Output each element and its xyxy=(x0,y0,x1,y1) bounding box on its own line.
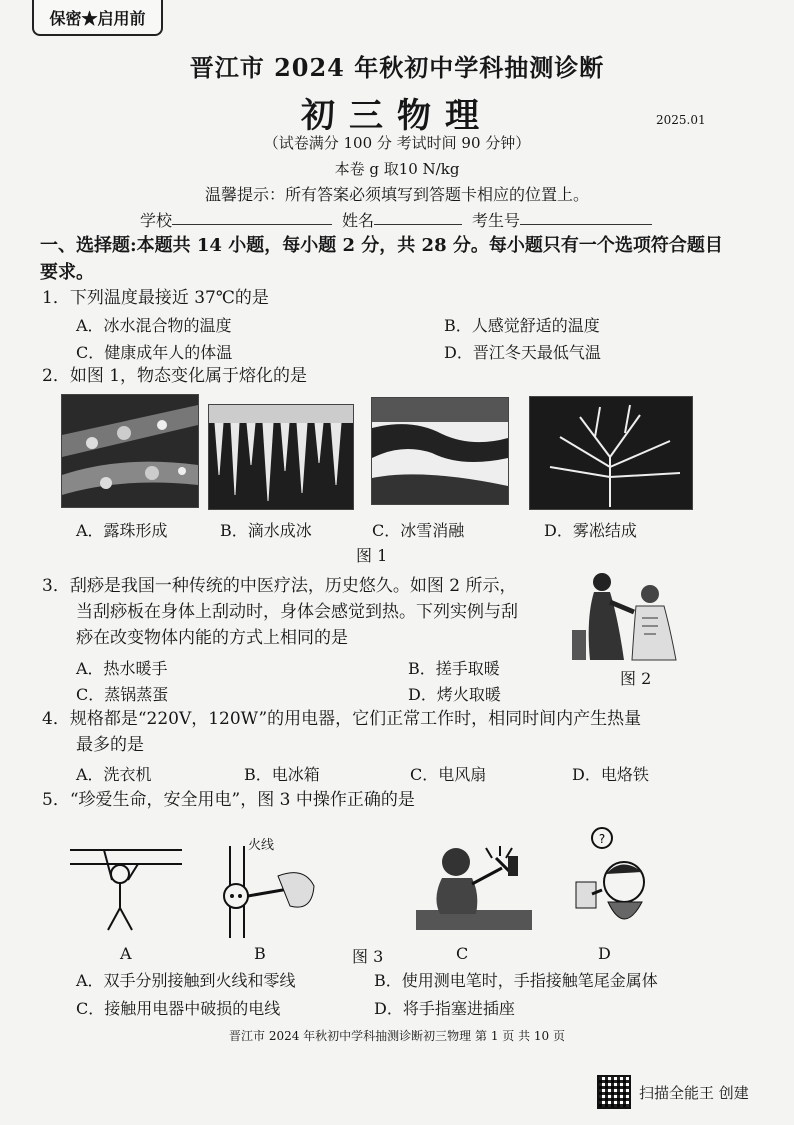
qr-code-icon xyxy=(597,1075,631,1109)
figure-3-caption: 图 3 xyxy=(352,947,384,966)
svg-text:?: ? xyxy=(598,832,606,846)
page-footer: 晋江市 2024 年秋初中学科抽测诊断初三物理 第 1 页 共 10 页 xyxy=(229,1029,565,1043)
q2-stem: 2．如图 1，物态变化属于熔化的是 xyxy=(42,366,308,386)
figure-3a-illustration xyxy=(70,842,182,932)
q5-stem: 5．“珍爱生命，安全用电”，图 3 中操作正确的是 xyxy=(42,790,415,810)
name-label: 姓名 xyxy=(342,211,375,230)
q1-option-c: C．健康成年人的体温 xyxy=(76,343,233,362)
q5-option-a: A．双手分别接触到火线和零线 xyxy=(76,971,296,990)
icicles-photo xyxy=(208,404,354,510)
q4-stem-line1: 4．规格都是“220V，120W”的用电器，它们正常工作时，相同时间内产生热量 xyxy=(42,709,642,729)
student-info-row xyxy=(140,208,652,231)
exam-date: 2025.01 xyxy=(656,113,706,127)
q2-option-a: A．露珠形成 xyxy=(76,521,168,540)
gravity-note: 本卷 g 取10 N/kg xyxy=(334,160,460,178)
reminder: 温馨提示：所有答案必须填写到答题卡相应的位置上。 xyxy=(204,185,589,204)
q3-option-d: D．烤火取暖 xyxy=(408,685,501,704)
exam-title: 晋江市 2024 年秋初中学科抽测诊断 xyxy=(189,53,605,82)
rime-photo xyxy=(529,396,693,510)
q3-stem-line2: 当刮痧板在身体上刮动时，身体会感觉到热。下列实例与刮 xyxy=(76,602,518,622)
confidential-stamp: 保密★启用前 xyxy=(32,0,163,36)
scanner-watermark xyxy=(597,1075,749,1109)
figure-3d-illustration xyxy=(572,826,658,936)
figure-3d-label: D xyxy=(598,944,611,963)
q1-option-a: A．冰水混合物的温度 xyxy=(76,316,232,335)
student-id-field[interactable] xyxy=(520,208,652,225)
school-field[interactable] xyxy=(172,208,332,225)
q5-option-c: C．接触用电器中破损的电线 xyxy=(76,999,281,1018)
exam-info: （试卷满分 100 分 考试时间 90 分钟） xyxy=(263,134,531,152)
q1-option-d: D．晋江冬天最低气温 xyxy=(444,343,601,362)
q2-option-b: B．滴水成冰 xyxy=(220,521,312,540)
q4-option-d: D．电烙铁 xyxy=(572,765,649,784)
q4-stem-line2: 最多的是 xyxy=(76,735,144,755)
q3-stem-line3: 痧在改变物体内能的方式上相同的是 xyxy=(76,628,348,648)
figure-1-caption: 图 1 xyxy=(356,546,388,565)
scanner-label: 扫描全能王 创建 xyxy=(639,1083,749,1102)
q3-option-c: C．蒸锅蒸蛋 xyxy=(76,685,169,704)
q3-option-b: B．搓手取暖 xyxy=(408,659,500,678)
figure-2-caption: 图 2 xyxy=(620,669,652,688)
figure-3c-illustration xyxy=(416,838,532,930)
q4-option-b: B．电冰箱 xyxy=(244,765,320,784)
subject-title: 初三物理 xyxy=(301,96,493,136)
figure-3b-illustration xyxy=(214,846,326,938)
q5-option-d: D．将手指塞进插座 xyxy=(374,999,515,1018)
school-label: 学校 xyxy=(140,211,173,230)
q5-option-b: B．使用测电笔时，手指接触笔尾金属体 xyxy=(374,971,658,990)
q1-option-b: B．人感觉舒适的温度 xyxy=(444,316,600,335)
q3-stem-line1: 3．刮痧是我国一种传统的中医疗法，历史悠久。如图 2 所示， xyxy=(42,576,517,596)
q4-option-a: A．洗衣机 xyxy=(76,765,152,784)
name-field[interactable] xyxy=(374,208,462,225)
section-heading: 一、选择题:本题共 14 小题，每小题 2 分，共 28 分。每小题只有一个选项符合题目要求。 xyxy=(40,235,723,283)
q4-option-c: C．电风扇 xyxy=(410,765,487,784)
figure-3b-label: B xyxy=(254,944,266,963)
q1-stem: 1．下列温度最接近 37℃的是 xyxy=(42,288,269,308)
q2-option-c: C．冰雪消融 xyxy=(372,521,465,540)
figure-3c-label: C xyxy=(456,944,469,963)
id-label: 考生号 xyxy=(472,211,521,230)
figure-3a-label: A xyxy=(120,944,132,963)
melting-snow-photo xyxy=(371,397,509,505)
gua-sha-illustration xyxy=(572,568,678,662)
dew-drops-photo xyxy=(61,394,199,508)
q2-option-d: D．雾凇结成 xyxy=(544,521,637,540)
q3-option-a: A．热水暖手 xyxy=(76,659,168,678)
fire-wire-label: 火线 xyxy=(248,838,275,853)
